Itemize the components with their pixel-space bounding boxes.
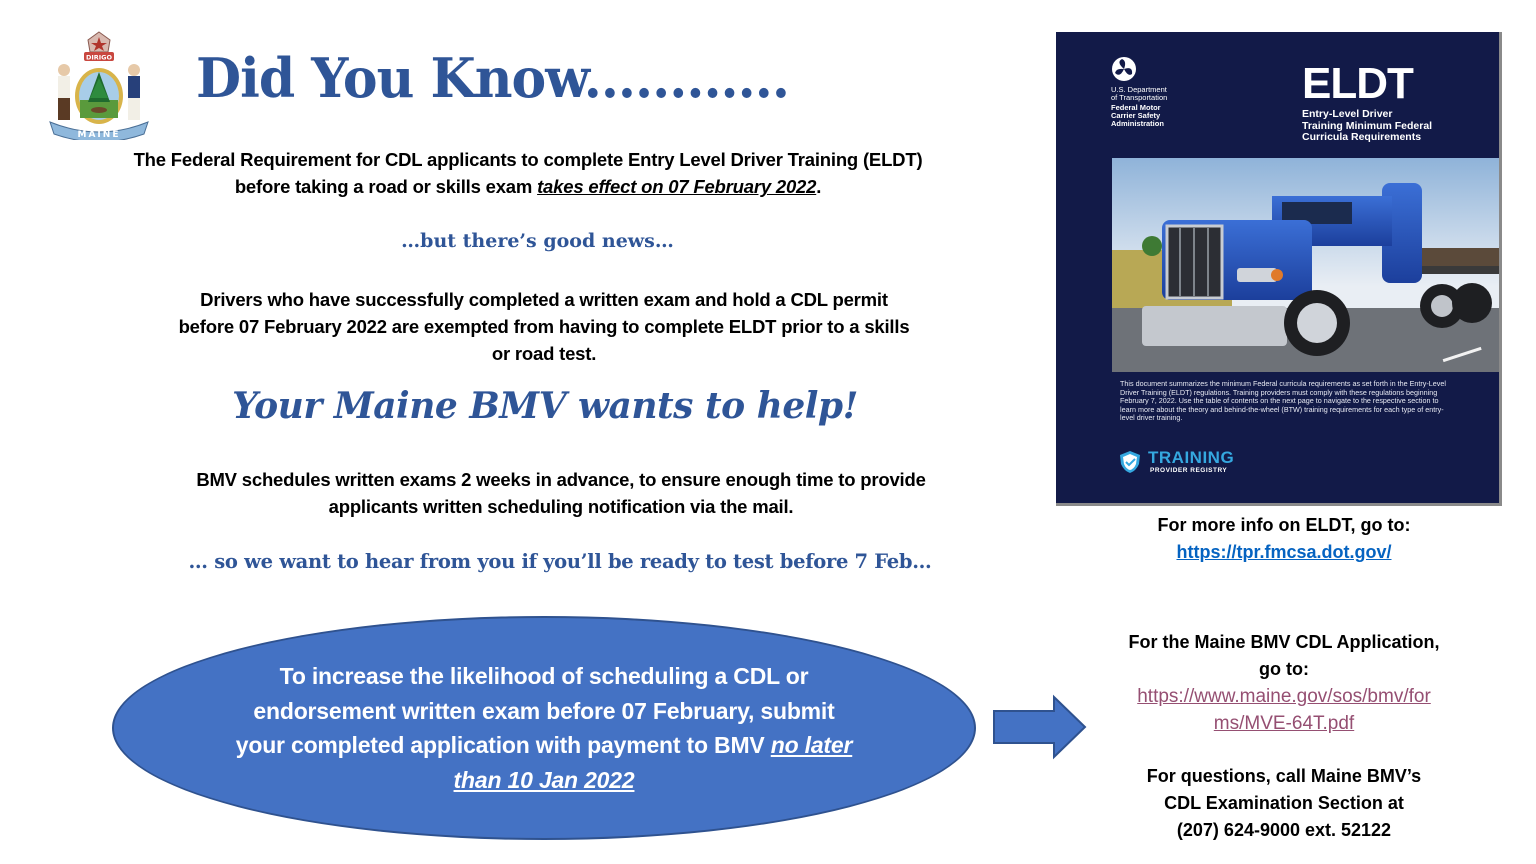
page-title: Did You Know............ xyxy=(196,46,789,111)
contact-section xyxy=(1080,763,1488,844)
good-news-heading: …but there’s good news… xyxy=(401,230,674,252)
registry-subtitle: PROVIDER REGISTRY xyxy=(1150,467,1228,474)
svg-text:DIRIGO: DIRIGO xyxy=(85,53,113,62)
deadline-callout xyxy=(112,616,976,840)
cover-subtitle xyxy=(1302,109,1432,144)
agency-line: U.S. Department xyxy=(1111,85,1167,94)
eldt-requirement-paragraph xyxy=(130,146,926,200)
cover-description: This document summarizes the minimum Federal curricula requirements as set forth in the Entry-Level Driver Training (ELDT) regulations. Training providers must comply with these regulations beginning February 7, 2022. Use the table of contents on the next page to navigate to the respective section to learn more about the theory and behind-the-wheel (BTW) training requirements for each type of entry-level driver training. xyxy=(1120,379,1446,423)
application-section xyxy=(1080,629,1488,737)
more-info-label: For more info on ELDT, go to: xyxy=(1157,515,1411,535)
shield-check-icon xyxy=(1118,450,1142,474)
effective-date-emphasis: takes effect on 07 February 2022 xyxy=(537,176,817,197)
right-arrow-icon xyxy=(990,694,1090,760)
application-link[interactable] xyxy=(1080,683,1488,737)
eldt-document-cover xyxy=(1056,32,1502,506)
sentence-end: . xyxy=(816,176,822,197)
agency-line: Federal Motor xyxy=(1111,103,1161,112)
application-label: go to: xyxy=(1259,659,1309,679)
application-link-part[interactable]: https://www.maine.gov/sos/bmv/for xyxy=(1137,686,1431,707)
contact-line: CDL Examination Section at xyxy=(1164,793,1404,813)
subtitle-line: Curricula Requirements xyxy=(1302,131,1422,143)
deadline-emphasis: no later than 10 Jan 2022 xyxy=(453,732,853,793)
requirement-text: The Federal Requirement for CDL applicants to complete Entry Level Driver Training (ELDT) before taking a road or skills exam xyxy=(133,149,923,197)
application-label: For the Maine BMV CDL Application, xyxy=(1128,632,1440,652)
deadline-callout-text xyxy=(234,659,854,797)
blue-truck-photo xyxy=(1112,158,1500,372)
dot-logo-icon xyxy=(1111,56,1137,82)
agency-line: Carrier Safety xyxy=(1111,111,1161,120)
scheduling-paragraph: BMV schedules written exams 2 weeks in advance, to ensure enough time to provide applicants written scheduling notification via the mail. xyxy=(196,469,926,517)
subtitle-line: Training Minimum Federal xyxy=(1302,119,1433,132)
more-info-section xyxy=(1080,512,1488,566)
agency-line: of Transportation xyxy=(1111,93,1168,102)
registry-title: TRAINING xyxy=(1148,448,1235,467)
contact-line: For questions, call Maine BMV’s xyxy=(1146,766,1422,786)
svg-text:MAINE: MAINE xyxy=(77,130,121,140)
callout-body: To increase the likelihood of scheduling a CDL or endorsement written exam before 07 February, submit your completed application with payment to BMV xyxy=(235,663,835,758)
exemption-paragraph: Drivers who have successfully completed a written exam and hold a CDL permit before 07 February 2022 are exempted from having to complete ELDT prior to a skills or road test. xyxy=(178,289,910,364)
agency-name xyxy=(1111,86,1167,128)
phone-number: (207) 624-9000 ext. 52122 xyxy=(1176,820,1392,840)
maine-state-seal-icon xyxy=(44,30,154,140)
tpr-fmcsa-link[interactable]: https://tpr.fmcsa.dot.gov/ xyxy=(1176,542,1392,562)
ready-to-test-heading: … so we want to hear from you if you’ll be ready to test before 7 Feb… xyxy=(188,550,932,573)
cover-title: ELDT xyxy=(1302,59,1413,108)
application-link-part[interactable]: ms/MVE-64T.pdf xyxy=(1213,713,1355,734)
help-heading: Your Maine BMV wants to help! xyxy=(232,385,858,427)
subtitle-line: Entry-Level Driver xyxy=(1302,108,1393,120)
agency-line: Administration xyxy=(1111,119,1164,128)
